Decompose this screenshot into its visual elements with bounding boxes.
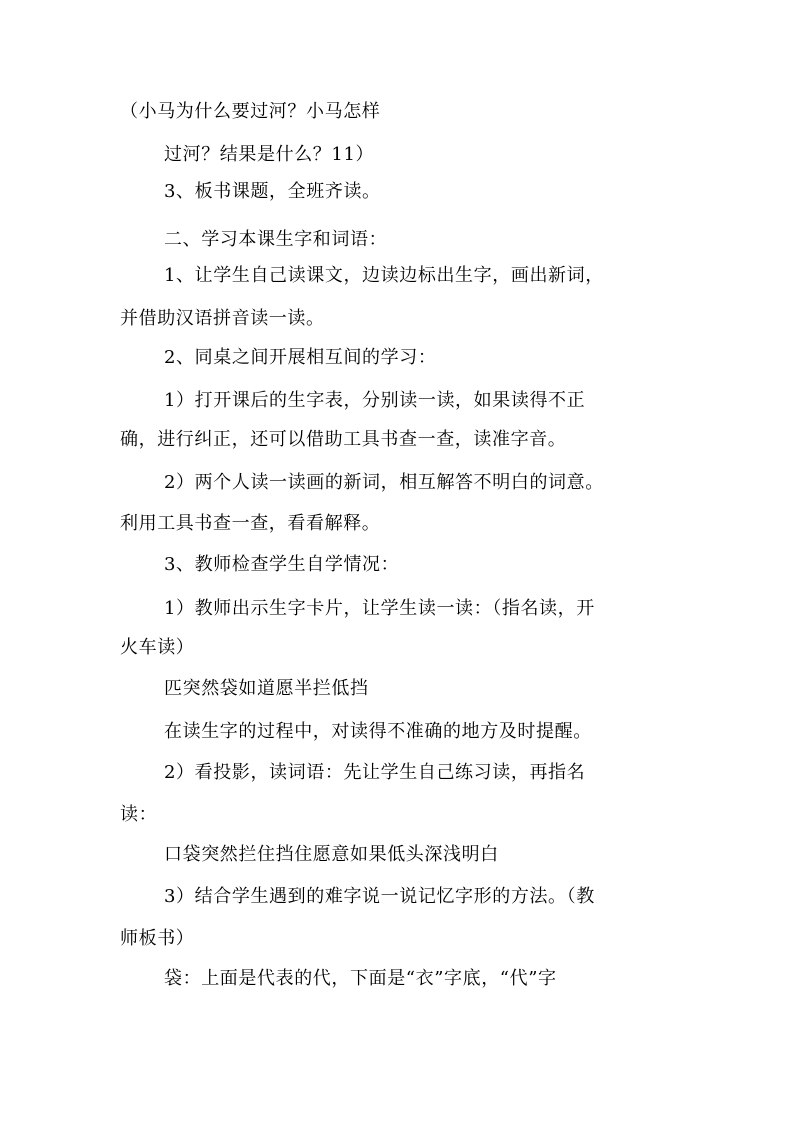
paragraph-line: 3、教师检查学生自学情况： (164, 554, 400, 575)
paragraph-line: 1、让学生自己读课文，边读边标出生字，画出新词， (164, 265, 604, 286)
paragraph-line: 在读生字的过程中，对读得不准确的地方及时提醒。 (164, 721, 592, 742)
paragraph-line: 1）打开课后的生字表，分别读一读，如果读得不正 (164, 390, 586, 411)
paragraph-line: 3、板书课题，全班齐读。 (164, 181, 381, 202)
paragraph-line: 匹突然袋如道愿半拦低挡 (164, 678, 369, 699)
section-heading: 二、学习本课生字和词语： (164, 229, 388, 250)
paragraph-line: 师板书） (120, 928, 195, 949)
paragraph-line: 1）教师出示生字卡片，让学生读一读：（指名读，开 (164, 598, 595, 619)
paragraph-line: 火车读） (120, 637, 195, 658)
paragraph-line: 并借助汉语拼音读一读。 (120, 308, 325, 329)
paragraph-line: 2、同桌之间开展相互间的学习： (164, 347, 437, 368)
paragraph-line: 袋：上面是代表的代，下面是“衣”字底，“代”字 (164, 968, 557, 989)
paragraph-line: 利用工具书查一查，看看解释。 (120, 513, 381, 534)
paragraph-line: 3）结合学生遇到的难字说一说记忆字形的方法。（教 (164, 886, 595, 907)
paragraph-line: 读： (120, 804, 158, 825)
paragraph-line: 口袋突然拦住挡住愿意如果低头深浅明白 (164, 844, 499, 865)
paragraph-line: 过河？结果是什么？11） (164, 144, 375, 165)
paragraph-line: （小马为什么要过河？小马怎样 (120, 101, 381, 122)
paragraph-line: 2）看投影，读词语：先让学生自己练习读，再指名 (164, 762, 586, 783)
paragraph-line: 确，进行纠正，还可以借助工具书查一查，读准字音。 (120, 429, 567, 450)
paragraph-line: 2）两个人读一读画的新词，相互解答不明白的词意。 (164, 472, 604, 493)
